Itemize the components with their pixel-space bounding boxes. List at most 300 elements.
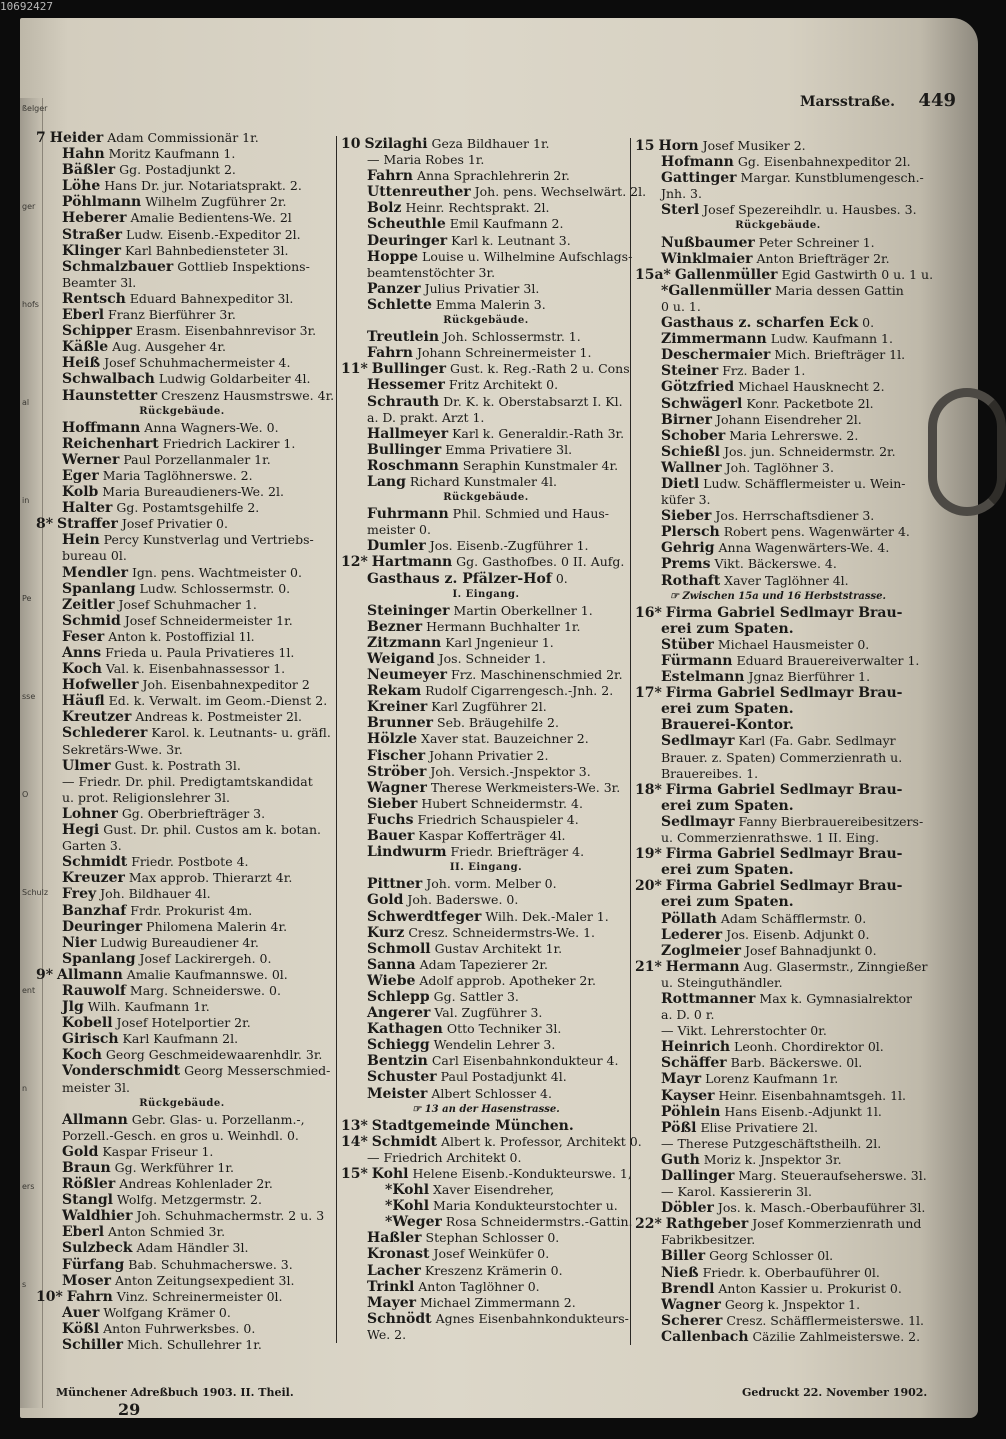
entry-details: Johann Schreinermeister 1.: [416, 345, 592, 361]
entry-details: Gg. Sattler 3.: [433, 988, 519, 1004]
resident-name: Pittner: [367, 876, 423, 893]
entry-details: Erasm. Eisenbahnrevisor 3r.: [135, 323, 317, 339]
entry-details: Heinr. Eisenbahnamtsgeh. 1l.: [718, 1087, 907, 1103]
house-number: 19*: [635, 846, 662, 863]
entry-details: Robert pens. Wagenwärter 4.: [723, 524, 910, 540]
entry-details: Adam Händler 3l.: [136, 1240, 249, 1256]
directory-entry: [341, 1246, 631, 1262]
resident-name: Fuchs: [367, 811, 414, 828]
entry-details: Mich. Briefträger 1l.: [774, 347, 906, 363]
entry-details: meister 3l.: [62, 1079, 130, 1095]
entry-details: Sekretärs-Wwe. 3r.: [62, 741, 183, 757]
resident-name: erei zum Spaten.: [661, 701, 794, 718]
entry-details: Jos. jun. Schneidermstr. 2r.: [723, 443, 896, 459]
house-number: 22*: [635, 1216, 662, 1233]
entry-details: Kaspar Friseur 1.: [102, 1143, 214, 1159]
directory-entry: [635, 669, 921, 685]
section-heading: Rückgebäude.: [735, 220, 821, 232]
entry-details: Geza Bildhauer 1r.: [431, 136, 550, 151]
house-number: 18*: [635, 781, 662, 798]
directory-entry: [36, 1063, 331, 1080]
book-title-footer: Münchener Adreßbuch 1903. II. Theil.: [56, 1386, 294, 1399]
entry-details: Fritz Architekt 0.: [448, 377, 559, 393]
print-date-footer: Gedruckt 22. November 1902.: [742, 1386, 928, 1399]
resident-name: Rentsch: [62, 290, 126, 307]
house-number: 15*: [341, 1166, 368, 1182]
directory-entry: [36, 1031, 328, 1047]
directory-entry: [341, 1086, 631, 1102]
entry-details: Joh. Baderswe. 0.: [407, 892, 519, 908]
section-heading: Rückgebäude.: [139, 405, 225, 417]
resident-name: Moser: [62, 1272, 111, 1289]
entry-details: Seb. Bräugehilfe 2.: [437, 715, 559, 731]
directory-entry: [635, 1120, 921, 1136]
directory-entry: [36, 1144, 328, 1160]
directory-entry: [36, 500, 328, 516]
resident-name: Lacher: [367, 1262, 421, 1279]
house-number: 16*: [635, 604, 662, 621]
entry-details: Creszenz Hausmstrswe. 4r.: [161, 387, 335, 403]
entry-details: Anton Fuhrwerksbes. 0.: [103, 1320, 256, 1336]
directory-entry: [341, 603, 631, 619]
entry-details: Peter Schreiner 1.: [758, 234, 875, 250]
resident-name: Haunstetter: [62, 387, 158, 404]
resident-name: Winklmaier: [661, 250, 753, 267]
entry-details: Georg Schlosser 0l.: [709, 1248, 834, 1264]
section-heading: Rückgebäude.: [443, 492, 529, 504]
entry-details: Fanny Bierbrauereibesitzers-: [738, 813, 924, 829]
entry-details: — Therese Putzgeschäftstheilh. 2l.: [661, 1135, 882, 1151]
margin-fragment: ent: [22, 986, 36, 995]
resident-name: Scherer: [661, 1312, 723, 1329]
directory-entry: [341, 345, 631, 361]
entry-details: Josef Kommerzienrath und: [752, 1216, 922, 1232]
margin-fragment: n: [22, 1084, 28, 1093]
directory-entry: [341, 764, 631, 780]
entry-continuation: [36, 275, 328, 291]
directory-entry: [635, 1055, 921, 1071]
directory-entry: [341, 554, 631, 570]
directory-entry: [36, 1112, 328, 1128]
directory-entry: [635, 1329, 921, 1345]
resident-name: Bolz: [367, 200, 402, 217]
resident-name: Anns: [62, 645, 102, 661]
entry-details: Therese Werkmeisters-We. 3r.: [430, 779, 621, 795]
directory-entry: [36, 194, 328, 210]
resident-name: Schlepp: [367, 988, 430, 1005]
resident-name: Haßler: [367, 1230, 422, 1247]
entry-details: Aug. Glasermstr., Zinngießer: [743, 958, 928, 974]
resident-name: Zimmermann: [661, 331, 767, 348]
resident-name: Kurz: [367, 924, 405, 941]
entry-details: Maria Taglöhnerswe. 2.: [102, 467, 253, 483]
directory-entry: [341, 812, 631, 828]
resident-name: Lang: [367, 473, 406, 490]
entry-details: Joh. Taglöhner 3.: [725, 459, 834, 475]
resident-name: Fürmann: [661, 653, 733, 669]
resident-name: Zoglmeier: [661, 942, 741, 959]
directory-entry: [341, 909, 631, 925]
column-2: [336, 136, 647, 1343]
entry-details: Josef Hotelportier 2r.: [116, 1015, 251, 1031]
entry-details: Frz. Maschinenschmied 2r.: [451, 667, 623, 683]
directory-entry: [341, 1166, 631, 1182]
entry-details: Rudolf Cigarrengesch.-Jnh. 2.: [425, 683, 614, 699]
resident-name: Fahrn: [66, 1288, 113, 1305]
resident-name: Nier: [62, 934, 97, 951]
resident-name: Angerer: [367, 1005, 431, 1022]
entry-details: — Friedrich Architekt 0.: [367, 1149, 522, 1165]
directory-entry: [341, 828, 631, 844]
entry-details: Franz Bierführer 3r.: [108, 307, 236, 323]
entry-details: a. D. prakt. Arzt 1.: [367, 409, 485, 425]
resident-name: Rauwolf: [62, 982, 126, 999]
directory-entry: [341, 249, 631, 265]
directory-entry: [341, 925, 631, 941]
directory-entry: [341, 796, 631, 812]
entry-details: Karl Zugführer 2l.: [431, 699, 547, 715]
entry-continuation: [36, 548, 328, 564]
resident-name: Pöllath: [661, 910, 717, 927]
resident-name: Horn: [658, 138, 699, 154]
resident-name: Uttenreuther: [367, 184, 471, 201]
resident-name: Ulmer: [62, 757, 111, 774]
directory-entry: [36, 243, 328, 259]
resident-name: Hein: [62, 532, 100, 549]
section-heading: Rückgebäude.: [443, 315, 529, 327]
street-name: Marsstraße.: [800, 94, 896, 110]
directory-entry: [36, 1305, 328, 1321]
directory-entry: [36, 323, 328, 339]
resident-name: Kathagen: [367, 1021, 443, 1038]
entry-details: Ludwig Goldarbeiter 4l.: [158, 371, 311, 387]
page-number: 449: [918, 90, 956, 111]
entry-details: Adam Commissionär 1r.: [107, 130, 259, 145]
house-number: 21*: [635, 958, 662, 975]
entry-details: 0.: [862, 315, 875, 331]
house-number: 10: [341, 136, 361, 152]
resident-name: erei zum Spaten.: [661, 797, 794, 814]
directory-entry: [36, 162, 328, 178]
entry-details: Gottlieb Inspektions-: [177, 258, 310, 274]
entry-details: Friedrich Lackirer 1.: [162, 435, 296, 451]
resident-name: Schäffer: [661, 1055, 727, 1072]
directory-entry: [635, 556, 921, 572]
directory-entry: [341, 651, 631, 667]
entry-details: Hans Eisenb.-Adjunkt 1l.: [724, 1103, 882, 1119]
resident-name: Fischer: [367, 747, 426, 764]
entry-details: Carl Eisenbahnkondukteur 4.: [431, 1053, 619, 1069]
resident-name: Dallinger: [661, 1168, 735, 1184]
margin-fragment: Schulz: [22, 888, 49, 897]
resident-name: Stangl: [62, 1192, 113, 1209]
directory-entry: [341, 941, 631, 957]
entry-details: Wilh. Kaufmann 1r.: [87, 999, 210, 1015]
entry-details: Agnes Eisenbahnkondukteurs-: [435, 1310, 629, 1326]
entry-details: Gebr. Glas- u. Porzellanm.-,: [131, 1111, 305, 1127]
entry-details: a. D. 0 r.: [661, 1007, 715, 1023]
entry-details: Josef Lackirergeh. 0.: [139, 950, 272, 966]
entry-details: Leonh. Chordirektor 0l.: [734, 1039, 884, 1055]
entry-details: Gg. Postamtsgehilfe 2.: [116, 500, 260, 516]
resident-name: Hoppe: [367, 248, 419, 265]
directory-entry: [635, 1265, 921, 1281]
entry-details: Maria Lehrerswe. 2.: [729, 427, 859, 443]
directory-entry: [36, 436, 328, 452]
entry-details: bureau 0l.: [62, 548, 127, 564]
entry-details: Michael Hausmeister 0.: [717, 636, 870, 652]
directory-entry: [36, 420, 328, 436]
entry-details: Anna Sprachlehrerin 2r.: [416, 168, 570, 184]
entry-details: Gg. Gasthofbes. 0 II. Aufg.: [456, 554, 625, 570]
margin-fragment: ers: [22, 1182, 35, 1191]
entry-details: Cäzilie Zahlmeisterswe. 2.: [752, 1328, 921, 1344]
entry-details: Wilhelm Zugführer 2r.: [145, 194, 287, 210]
entry-details: We. 2.: [367, 1326, 407, 1342]
directory-entry: [36, 178, 328, 194]
resident-name: Schwägerl: [661, 395, 743, 412]
entry-details: 0.: [555, 570, 568, 586]
resident-name: Nußbaumer: [661, 234, 755, 251]
resident-name: Koch: [62, 1047, 102, 1064]
entry-details: Otto Techniker 3l.: [446, 1021, 562, 1037]
resident-name: Lederer: [661, 926, 723, 943]
entry-details: Gustav Architekt 1r.: [434, 940, 563, 956]
directory-entry: [36, 983, 328, 999]
resident-name: Gallenmüller: [674, 266, 778, 283]
directory-entry: [36, 371, 328, 387]
entry-details: Karl Jngenieur 1.: [445, 634, 554, 650]
resident-name: Sieber: [367, 795, 418, 812]
entry-continuation: [635, 1232, 921, 1248]
entry-details: Joh. Schlossermstr. 1.: [443, 329, 581, 345]
entry-details: Anton Taglöhner 0.: [418, 1278, 540, 1294]
entry-details: Anton Briefträger 2r.: [756, 250, 890, 266]
directory-entry: [341, 458, 631, 474]
entry-details: Gust. Dr. phil. Custos am k. botan.: [103, 822, 322, 838]
resident-name: erei zum Spaten.: [661, 862, 794, 879]
directory-entry: [341, 184, 647, 201]
resident-name: Sanna: [367, 956, 416, 973]
entry-details: Marg. Steueraufseherswe. 3l.: [738, 1168, 927, 1183]
resident-name: Nieß: [661, 1264, 699, 1281]
resident-name: Roschmann: [367, 457, 459, 474]
entry-continuation: [635, 186, 921, 202]
resident-name: Eberl: [62, 1224, 105, 1241]
resident-name: Fuhrmann: [367, 506, 449, 523]
directory-entry: [341, 329, 631, 345]
entry-continuation: [341, 410, 631, 426]
resident-name: Kreutzer: [62, 709, 132, 726]
resident-name: Ströber: [367, 763, 427, 780]
resident-name: Bullinger: [371, 361, 447, 378]
resident-name: Kayser: [661, 1087, 715, 1104]
resident-name: Waldhier: [62, 1208, 133, 1225]
entry-details: Adam Schäfflermstr. 0.: [720, 910, 867, 926]
entry-continuation: [36, 742, 328, 758]
entry-details: Karl k. Leutnant 3.: [451, 232, 571, 248]
entry-details: Gg. Postadjunkt 2.: [119, 162, 236, 178]
resident-name: Auer: [62, 1304, 100, 1321]
directory-entry: [341, 1295, 631, 1311]
resident-name: Braun: [62, 1160, 111, 1176]
directory-entry: [36, 1224, 328, 1240]
entry-details: Eduard Bahnexpeditor 3l.: [129, 290, 294, 306]
directory-entry: [36, 967, 328, 983]
entry-details: Georg k. Jnspektor 1.: [724, 1296, 861, 1312]
entry-details: Emma Malerin 3.: [435, 296, 546, 312]
directory-entry: [341, 1037, 631, 1053]
entry-details: Vinz. Schreinermeister 0l.: [116, 1288, 283, 1304]
entry-details: Phil. Schmied und Haus-: [452, 506, 610, 522]
signature-number: 29: [118, 1400, 141, 1419]
resident-name: Mendler: [62, 564, 128, 581]
entry-details: Maria Bureaudieners-We. 2l.: [102, 484, 284, 500]
resident-name: Stadtgemeinde München.: [371, 1117, 574, 1134]
resident-name: Bauer: [367, 828, 415, 845]
directory-entry: [36, 935, 328, 951]
directory-entry: [36, 452, 328, 468]
resident-name: Brendl: [661, 1280, 715, 1297]
directory-entry: [341, 538, 631, 554]
resident-name: Fahrn: [367, 345, 413, 362]
entry-continuation: [341, 265, 631, 281]
directory-entry: [36, 613, 328, 629]
entry-details: Richard Kunstmaler 4l.: [409, 473, 557, 489]
resident-name: Steininger: [367, 602, 450, 619]
entry-continuation: [635, 750, 921, 766]
entry-details: Johann Eisendreher 2l.: [715, 411, 862, 427]
directory-entry: [635, 1281, 921, 1297]
entry-continuation: [36, 790, 328, 806]
directory-entry: [341, 233, 631, 249]
entry-details: Moriz k. Jnspektor 3r.: [703, 1151, 842, 1167]
directory-entry: [635, 1104, 921, 1120]
entry-details: Heinr. Rechtsprakt. 2l.: [405, 200, 550, 216]
entry-details: Ludw. Eisenb.-Expeditor 2l.: [125, 226, 301, 242]
margin-fragment: O: [22, 790, 29, 799]
directory-entry: [635, 235, 921, 251]
directory-entry: [36, 339, 328, 355]
resident-name: Pöhlmann: [62, 194, 142, 211]
resident-name: Kreiner: [367, 699, 428, 716]
resident-name: Lohner: [62, 805, 118, 822]
resident-name: Brauerei-Kontor.: [661, 717, 794, 734]
entry-details: Amalie Bedientens-We. 2l: [130, 210, 292, 226]
entry-details: Jos. k. Masch.-Oberbauführer 3l.: [717, 1200, 926, 1216]
entry-details: Mich. Schullehrer 1r.: [127, 1337, 262, 1353]
resident-name: Frey: [62, 886, 97, 903]
entry-details: Frdr. Prokurist 4m.: [130, 902, 253, 918]
directory-entry: [36, 355, 328, 371]
directory-entry: [341, 667, 631, 683]
entry-details: Ludwig Bureaudiener 4r.: [100, 934, 259, 950]
resident-name: Firma Gabriel Sedlmayr Brau-: [665, 685, 903, 702]
entry-details: Jos. Schneider 1.: [438, 651, 546, 666]
directory-entry: [341, 1230, 631, 1246]
entry-details: Anna Wagenwärters-We. 4.: [718, 540, 890, 556]
resident-name: Allmann: [62, 1111, 128, 1128]
directory-entry: [341, 200, 631, 216]
resident-name: Heberer: [62, 210, 127, 227]
resident-name: Schiegg: [367, 1037, 430, 1054]
entry-details: Fabrikbesitzer.: [661, 1232, 756, 1248]
resident-name: Gold: [367, 892, 404, 909]
entry-details: Aug. Ausgeher 4r.: [112, 339, 226, 355]
entry-details: Barb. Bäckerswe. 0l.: [730, 1055, 863, 1071]
entry-details: 0 u. 1.: [661, 298, 701, 314]
resident-name: Allmann: [57, 966, 123, 983]
house-number: 20*: [635, 878, 662, 895]
directory-entry: [635, 524, 921, 540]
column-1: [36, 130, 335, 1354]
directory-page: [20, 18, 978, 1418]
resident-name: Hofweller: [62, 677, 139, 694]
directory-entry: [36, 210, 328, 226]
entry-details: Philomena Malerin 4r.: [146, 918, 288, 934]
entry-details: Beamter 3l.: [62, 274, 137, 290]
entry-continuation: [635, 894, 921, 910]
directory-entry: [341, 1279, 631, 1295]
margin-fragment: ger: [22, 202, 36, 211]
entry-details: Elise Privatiere 2l.: [700, 1119, 818, 1135]
resident-name: Jlg: [62, 999, 84, 1016]
entry-details: Gg. Oberbriefträger 3.: [121, 805, 266, 821]
directory-entry: [635, 138, 921, 154]
resident-name: Häufl: [62, 693, 105, 710]
resident-name: Hahn: [62, 146, 105, 163]
resident-name: Pöhlein: [661, 1103, 721, 1120]
resident-name: Eberl: [62, 307, 105, 324]
house-number: 15: [635, 138, 655, 154]
directory-entry: [341, 1021, 631, 1037]
entry-details: Konr. Packetbote 2l.: [746, 395, 874, 411]
directory-entry: [635, 927, 921, 943]
directory-entry: [341, 297, 631, 313]
directory-entry: [635, 1039, 921, 1055]
entry-details: Brauer. z. Spaten) Commerzienrath u.: [661, 749, 903, 765]
directory-entry: [341, 442, 631, 458]
directory-entry: [341, 1311, 631, 1327]
resident-name: Heinrich: [661, 1039, 731, 1056]
directory-entry: [341, 715, 631, 731]
resident-name: Schipper: [62, 323, 132, 340]
resident-name: Rathgeber: [665, 1216, 749, 1233]
resident-name: Schwerdtfeger: [367, 908, 482, 925]
margin-fragment: in: [22, 496, 30, 505]
resident-name: Dumler: [367, 538, 426, 555]
entry-details: Johann Privatier 2.: [429, 747, 549, 763]
directory-entry: [36, 886, 328, 902]
resident-name: Hegi: [62, 822, 100, 839]
section-heading: II. Eingang.: [449, 862, 523, 874]
resident-name: Kolb: [62, 484, 99, 501]
entry-details: Josef Privatier 0.: [121, 516, 228, 532]
entry-details: u. prot. Religionslehrer 3l.: [62, 789, 230, 805]
directory-entry: [635, 347, 921, 363]
entry-details: Friedr. k. Oberbauführer 0l.: [702, 1264, 880, 1280]
entry-details: Jos. Eisenb.-Zugführer 1.: [429, 538, 589, 554]
directory-entry: [36, 822, 328, 838]
directory-entry: [341, 1069, 631, 1085]
directory-entry: [341, 474, 631, 490]
entry-details: — Friedr. Dr. phil. Predigtamtskandidat: [62, 773, 313, 789]
resident-name: Panzer: [367, 280, 421, 297]
house-number: 13*: [341, 1117, 368, 1134]
entry-continuation: [635, 1007, 921, 1023]
entry-details: Anton Zeitungsexpedient 3l.: [114, 1272, 295, 1288]
directory-entry: [341, 506, 631, 522]
